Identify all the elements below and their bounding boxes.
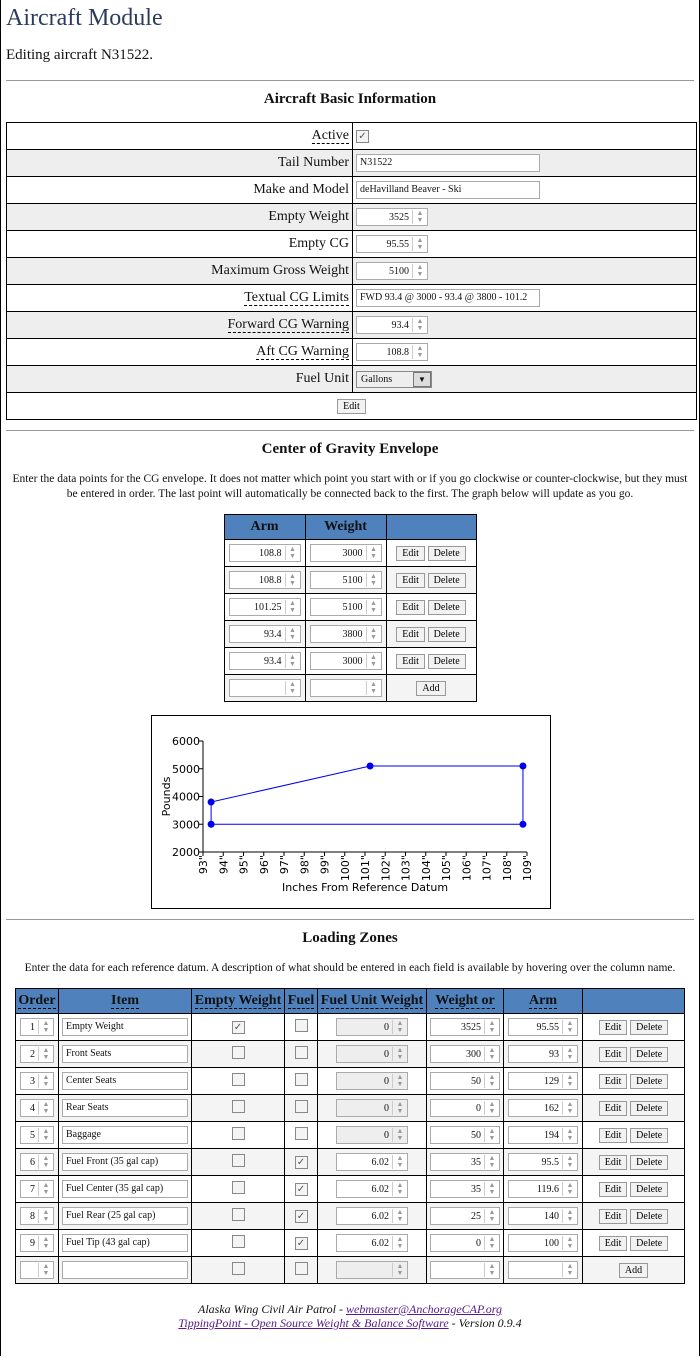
order-input[interactable]: 2 ▲ ▼ [20,1045,54,1063]
spinner-arrows-icon[interactable]: ▲ ▼ [38,1128,53,1142]
arm-input[interactable]: 95.55 ▲ ▼ [508,1018,578,1036]
weight-input[interactable]: 5100 ▲ ▼ [310,598,382,616]
arm-input[interactable]: 140 ▲ ▼ [508,1207,578,1225]
new-weight-input[interactable] [430,1261,500,1279]
fuel-checkbox[interactable] [295,1019,308,1032]
weight-input[interactable]: 3000 ▲ ▼ [310,544,382,562]
item-input[interactable]: Center Seats [62,1072,188,1090]
fuel-unit-weight-input[interactable]: 0 ▲ ▼ [336,1045,408,1063]
fuel-checkbox[interactable]: ✓ [295,1210,308,1223]
weight-input[interactable]: 300 ▲ ▼ [430,1045,500,1063]
item-input[interactable]: Fuel Center (35 gal cap) [62,1180,188,1198]
fuel-unit-weight-input[interactable]: 6.02 ▲ ▼ [336,1180,408,1198]
spinner-arrows-icon[interactable]: ▲ ▼ [392,1263,407,1277]
edit-button[interactable]: Edit [599,1236,628,1251]
weight-input[interactable]: 3000 ▲ ▼ [310,652,382,670]
new-weight-input[interactable] [310,679,382,697]
new-arm-input[interactable] [229,679,301,697]
webmaster-email-link[interactable]: webmaster@AnchorageCAP.org [345,1302,503,1316]
order-input[interactable]: 5 ▲ ▼ [20,1126,54,1144]
tippingpoint-link[interactable]: TippingPoint - Open Source Weight & Balance Software [178,1316,449,1330]
fuel-checkbox[interactable]: ✓ [295,1183,308,1196]
zone-row [16,1122,685,1149]
zone-row [16,1149,685,1176]
item-input[interactable]: Front Seats [62,1045,188,1063]
spinner-arrows-icon[interactable]: ▲ ▼ [392,1155,407,1169]
mgw-label: Maximum Gross Weight [7,258,353,285]
spinner-arrows-icon[interactable]: ▲ ▼ [285,573,300,587]
arm-input[interactable]: 93.4 ▲ ▼ [229,652,301,670]
spinner-arrows-icon[interactable]: ▲ ▼ [366,627,381,641]
textual-cg-input[interactable]: FWD 93.4 @ 3000 - 93.4 @ 3800 - 101.2 [356,289,540,307]
x-tick-label: 109" [521,855,534,882]
item-input[interactable]: Fuel Front (35 gal cap) [62,1153,188,1171]
weight-input[interactable]: 35 ▲ ▼ [430,1153,500,1171]
weight-input[interactable]: 50 ▲ ▼ [430,1072,500,1090]
empty-cg-label: Empty CG [7,231,353,258]
zones-intro: Enter the data for each reference datum. A description of what should be entered in each field is available by hovering over the column name. [24,962,676,974]
fuel-unit-weight-input[interactable]: 0 ▲ ▼ [336,1126,408,1144]
spinner-arrows-icon[interactable]: ▲ ▼ [392,1047,407,1061]
delete-button[interactable]: Delete [428,654,466,669]
arm-header: Arm [529,993,557,1008]
new-arm-input[interactable] [508,1261,578,1279]
empty-weight-checkbox[interactable] [232,1046,245,1059]
new-empty-weight-checkbox[interactable] [232,1262,245,1275]
spinner-arrows-icon[interactable]: ▲ ▼ [285,627,300,641]
zones-table [15,988,685,1284]
spinner-arrows-icon[interactable]: ▲ ▼ [392,1020,407,1034]
delete-button[interactable]: Delete [630,1047,668,1062]
active-checkbox[interactable]: ✓ [356,130,369,143]
new-fuel-checkbox[interactable] [295,1262,308,1275]
item-input[interactable]: Fuel Rear (25 gal cap) [62,1207,188,1225]
spinner-arrows-icon[interactable]: ▲ ▼ [412,237,427,251]
spinner-arrows-icon[interactable]: ▲ ▼ [38,1182,53,1196]
envelope-point [367,762,374,769]
spinner-arrows-icon[interactable]: ▲ ▼ [38,1101,53,1115]
aft-cg-warning-input[interactable]: 108.8 ▲ ▼ [356,343,428,361]
fwd-cg-warning-input[interactable]: 93.4 ▲ ▼ [356,316,428,334]
divider [6,430,694,431]
spinner-arrows-icon[interactable]: ▲ ▼ [392,1236,407,1250]
weight-input[interactable]: 50 ▲ ▼ [430,1126,500,1144]
edit-button[interactable]: Edit [396,654,425,669]
make-model-input[interactable]: deHavilland Beaver - Ski [356,181,540,199]
cg-heading: Center of Gravity Envelope [261,441,439,457]
add-button[interactable]: Add [416,681,445,696]
weight-header: Weight [305,515,386,540]
order-input[interactable]: 3 ▲ ▼ [20,1072,54,1090]
chart-svg [152,716,550,908]
active-label: Active [311,128,349,143]
cg-envelope-chart [151,715,551,909]
fwd-warning-label: Forward CG Warning [227,317,349,332]
y-tick-label: 2000 [172,846,200,859]
spinner-arrows-icon[interactable]: ▲ ▼ [562,1236,577,1250]
envelope-point [519,762,526,769]
spinner-arrows-icon[interactable]: ▲ ▼ [392,1209,407,1223]
spinner-arrows-icon[interactable]: ▲ ▼ [392,1074,407,1088]
page-title: Aircraft Module [6,5,163,31]
y-tick-label: 5000 [172,762,200,776]
spinner-arrows-icon[interactable]: ▲ ▼ [484,1047,499,1061]
spinner-arrows-icon[interactable]: ▲ ▼ [38,1236,53,1250]
item-header: Item [111,993,139,1008]
spinner-arrows-icon[interactable]: ▲ ▼ [562,1263,577,1277]
footer-org: Alaska Wing Civil Air Patrol - [197,1302,346,1316]
spinner-arrows-icon[interactable]: ▲ ▼ [366,600,381,614]
basic-info-table [6,122,697,420]
x-tick-label: 94" [217,855,231,875]
arm-input[interactable]: 100 ▲ ▼ [508,1234,578,1252]
spinner-arrows-icon[interactable]: ▲ ▼ [484,1020,499,1034]
envelope-line [211,766,523,824]
envelope-point [208,821,215,828]
delete-button[interactable]: Delete [630,1074,668,1089]
edit-button[interactable]: Edit [599,1047,628,1062]
item-input[interactable]: Baggage [62,1126,188,1144]
spinner-arrows-icon[interactable]: ▲ ▼ [285,546,300,560]
cg-new-row [224,675,476,702]
weight-input[interactable]: 35 ▲ ▼ [430,1180,500,1198]
fuel-unit-weight-input[interactable]: 0 ▲ ▼ [336,1018,408,1036]
spinner-arrows-icon[interactable]: ▲ ▼ [484,1236,499,1250]
weight-input[interactable]: 0 ▲ ▼ [430,1234,500,1252]
spinner-arrows-icon[interactable]: ▲ ▼ [366,546,381,560]
empty-weight-checkbox[interactable] [232,1127,245,1140]
spinner-arrows-icon[interactable]: ▲ ▼ [412,345,427,359]
item-input[interactable]: Fuel Tip (43 gal cap) [62,1234,188,1252]
delete-button[interactable]: Delete [630,1209,668,1224]
fuel-unit-select[interactable]: Gallons ▼ [356,371,432,388]
zone-row [16,1095,685,1122]
cg-row [224,567,476,594]
max-gross-weight-input[interactable]: 5100 ▲ ▼ [356,262,428,280]
zone-row [16,1068,685,1095]
x-tick-label: 108" [500,855,514,882]
spinner-arrows-icon[interactable]: ▲ ▼ [38,1020,53,1034]
zone-row [16,1203,685,1230]
tail-label: Tail Number [7,150,353,177]
x-tick-label: 96" [257,855,271,875]
spinner-arrows-icon[interactable]: ▲ ▼ [484,1209,499,1223]
spinner-arrows-icon[interactable]: ▲ ▼ [38,1209,53,1223]
empty-weight-checkbox[interactable] [232,1154,245,1167]
spinner-arrows-icon[interactable]: ▲ ▼ [38,1047,53,1061]
order-input[interactable]: 7 ▲ ▼ [20,1180,54,1198]
empty-weight-checkbox[interactable] [232,1100,245,1113]
zone-row [16,1230,685,1257]
y-tick-label: 3000 [172,818,200,832]
spinner-arrows-icon[interactable]: ▲ ▼ [366,654,381,668]
x-tick-label: 101" [359,855,372,882]
x-tick-label: 100" [338,855,352,882]
spinner-arrows-icon[interactable]: ▲ ▼ [38,1074,53,1088]
spinner-arrows-icon[interactable]: ▲ ▼ [412,264,427,278]
x-tick-label: 103" [399,855,413,882]
y-tick-label: 6000 [172,735,200,748]
fuel-unit-weight-header: Fuel Unit Weight [320,993,424,1008]
spinner-arrows-icon[interactable]: ▲ ▼ [484,1182,499,1196]
spinner-arrows-icon[interactable]: ▲ ▼ [392,1128,407,1142]
weight-input[interactable]: 0 ▲ ▼ [430,1099,500,1117]
fuel-unit-weight-input[interactable]: 6.02 ▲ ▼ [336,1153,408,1171]
y-tick-label: 4000 [172,790,200,804]
add-button[interactable]: Add [619,1263,648,1278]
edit-button[interactable]: Edit [396,546,425,561]
fuel-checkbox[interactable] [295,1046,308,1059]
empty-weight-header: Empty Weight [194,993,282,1008]
new-item-input[interactable] [62,1261,188,1279]
basic-info-heading: Aircraft Basic Information [263,91,437,107]
x-tick-label: 104" [419,855,433,882]
spinner-arrows-icon[interactable]: ▲ ▼ [562,1128,577,1142]
empty-weight-checkbox[interactable] [232,1208,245,1221]
editing-subtitle: Editing aircraft N31522. [6,47,154,63]
cg-table [224,514,477,702]
fuel-unit-weight-input[interactable]: 6.02 ▲ ▼ [336,1234,408,1252]
edit-button[interactable]: Edit [599,1020,628,1035]
arm-input[interactable]: 162 ▲ ▼ [508,1099,578,1117]
item-input[interactable]: Rear Seats [62,1099,188,1117]
spinner-arrows-icon[interactable]: ▲ ▼ [366,681,381,695]
zone-row [16,1041,685,1068]
zone-row [16,1014,685,1041]
fuel-checkbox[interactable] [295,1073,308,1086]
delete-button[interactable]: Delete [630,1182,668,1197]
spinner-arrows-icon[interactable]: ▲ ▼ [285,600,300,614]
model-label: Make and Model [7,177,353,204]
arm-input[interactable]: 93 ▲ ▼ [508,1045,578,1063]
spinner-arrows-icon[interactable]: ▲ ▼ [562,1074,577,1088]
edit-button[interactable]: Edit [599,1101,628,1116]
edit-button[interactable]: Edit [396,573,425,588]
spinner-arrows-icon[interactable]: ▲ ▼ [285,681,300,695]
zone-row [16,1176,685,1203]
fuel-checkbox[interactable] [295,1100,308,1113]
edit-button[interactable]: Edit [599,1209,628,1224]
arm-input[interactable]: 93.4 ▲ ▼ [229,625,301,643]
order-header: Order [18,993,56,1008]
spinner-arrows-icon[interactable]: ▲ ▼ [562,1209,577,1223]
zone-new-row [16,1257,685,1284]
cg-row [224,540,476,567]
spinner-arrows-icon[interactable]: ▲ ▼ [366,573,381,587]
x-tick-label: 95" [237,855,251,875]
spinner-arrows-icon[interactable]: ▲ ▼ [484,1128,499,1142]
tail-number-input[interactable]: N31522 [356,154,540,172]
delete-button[interactable]: Delete [428,627,466,642]
footer-version: - Version 0.9.4 [448,1316,522,1330]
fuel-checkbox[interactable] [295,1127,308,1140]
order-input[interactable]: 8 ▲ ▼ [20,1207,54,1225]
delete-button[interactable]: Delete [630,1101,668,1116]
empty-weight-checkbox[interactable]: ✓ [232,1021,245,1034]
textual-cg-label: Textual CG Limits [244,290,349,305]
spinner-arrows-icon[interactable]: ▲ ▼ [562,1182,577,1196]
x-tick-label: 93" [197,855,210,875]
order-input[interactable]: 9 ▲ ▼ [20,1234,54,1252]
delete-button[interactable]: Delete [630,1155,668,1170]
arm-header: Arm [224,515,305,540]
cg-row [224,594,476,621]
spinner-arrows-icon[interactable]: ▲ ▼ [562,1047,577,1061]
empty-cg-input[interactable]: 95.55 ▲ ▼ [356,235,428,253]
arm-input[interactable]: 108.8 ▲ ▼ [229,571,301,589]
new-order-input[interactable] [20,1261,54,1279]
arm-input[interactable]: 119.6 ▲ ▼ [508,1180,578,1198]
empty-weight-checkbox[interactable] [232,1235,245,1248]
x-tick-label: 99" [318,855,332,875]
zones-heading: Loading Zones [302,930,398,946]
spinner-arrows-icon[interactable]: ▲ ▼ [484,1155,499,1169]
delete-button[interactable]: Delete [630,1128,668,1143]
spinner-arrows-icon[interactable]: ▲ ▼ [484,1074,499,1088]
empty-weight-checkbox[interactable] [232,1073,245,1086]
delete-button[interactable]: Delete [630,1236,668,1251]
fuel-checkbox[interactable]: ✓ [295,1156,308,1169]
order-input[interactable]: 1 ▲ ▼ [20,1018,54,1036]
arm-input[interactable]: 194 ▲ ▼ [508,1126,578,1144]
envelope-point [519,821,526,828]
order-input[interactable]: 6 ▲ ▼ [20,1153,54,1171]
empty-weight-input[interactable]: 3525 ▲ ▼ [356,208,428,226]
delete-button[interactable]: Delete [630,1020,668,1035]
envelope-point [208,799,215,806]
footer [1,1302,699,1330]
weight-input[interactable]: 5100 ▲ ▼ [310,571,382,589]
spinner-arrows-icon[interactable]: ▲ ▼ [392,1182,407,1196]
x-tick-label: 105" [440,855,453,882]
empty-weight-label: Empty Weight [7,204,353,231]
edit-button[interactable]: Edit [599,1182,628,1197]
fuel-unit-label: Fuel Unit [7,366,353,393]
edit-button[interactable]: Edit [599,1074,628,1089]
spinner-arrows-icon[interactable]: ▲ ▼ [562,1101,577,1115]
spinner-arrows-icon[interactable]: ▲ ▼ [484,1263,499,1277]
spinner-arrows-icon[interactable]: ▲ ▼ [484,1101,499,1115]
arm-input[interactable]: 95.5 ▲ ▼ [508,1153,578,1171]
spinner-arrows-icon[interactable]: ▲ ▼ [412,318,427,332]
empty-weight-checkbox[interactable] [232,1181,245,1194]
spinner-arrows-icon[interactable]: ▲ ▼ [285,654,300,668]
basic-edit-button[interactable]: Edit [337,399,366,414]
delete-button[interactable]: Delete [428,600,466,615]
cg-intro: Enter the data points for the CG envelope. It does not matter which point you start with or if you go clockwise or counter-clockwise, but they must be entered in order. The last point will automatically be connected back to the first. The graph below will update as you go. [12,473,688,500]
cg-row [224,621,476,648]
weight-input[interactable]: 3525 ▲ ▼ [430,1018,500,1036]
weight-input[interactable]: 25 ▲ ▼ [430,1207,500,1225]
arm-input[interactable]: 101.25 ▲ ▼ [229,598,301,616]
x-tick-label: 102" [379,855,393,882]
weight-input[interactable]: 3800 ▲ ▼ [310,625,382,643]
arm-input[interactable]: 129 ▲ ▼ [508,1072,578,1090]
new-fuel-unit-weight-input[interactable] [336,1261,408,1279]
spinner-arrows-icon[interactable]: ▲ ▼ [38,1155,53,1169]
fuel-unit-weight-input[interactable]: 0 ▲ ▼ [336,1099,408,1117]
edit-button[interactable]: Edit [396,600,425,615]
order-input[interactable]: 4 ▲ ▼ [20,1099,54,1117]
fuel-checkbox[interactable]: ✓ [295,1237,308,1250]
edit-button[interactable]: Edit [599,1128,628,1143]
cg-row [224,648,476,675]
spinner-arrows-icon[interactable]: ▲ ▼ [412,210,427,224]
spinner-arrows-icon[interactable]: ▲ ▼ [562,1020,577,1034]
y-axis-label: Pounds [160,776,173,817]
edit-button[interactable]: Edit [599,1155,628,1170]
edit-button[interactable]: Edit [396,627,425,642]
chevron-down-icon: ▼ [413,372,431,387]
x-tick-label: 107" [480,855,494,882]
delete-button[interactable]: Delete [428,546,466,561]
arm-input[interactable]: 108.8 ▲ ▼ [229,544,301,562]
x-axis-label: Inches From Reference Datum [281,881,449,894]
aft-warning-label: Aft CG Warning [256,344,349,359]
x-tick-label: 97" [278,855,291,875]
item-input[interactable]: Empty Weight [62,1018,188,1036]
fuel-header: Fuel [287,993,315,1008]
divider [6,919,694,920]
delete-button[interactable]: Delete [428,573,466,588]
fuel-unit-weight-input[interactable]: 6.02 ▲ ▼ [336,1207,408,1225]
spinner-arrows-icon[interactable]: ▲ ▼ [562,1155,577,1169]
spinner-arrows-icon[interactable]: ▲ ▼ [38,1263,53,1277]
weight-header: Weight or [435,993,495,1008]
spinner-arrows-icon[interactable]: ▲ ▼ [392,1101,407,1115]
divider [6,80,694,81]
x-tick-label: 98" [298,855,312,875]
fuel-unit-weight-input[interactable]: 0 ▲ ▼ [336,1072,408,1090]
x-tick-label: 106" [460,855,474,882]
